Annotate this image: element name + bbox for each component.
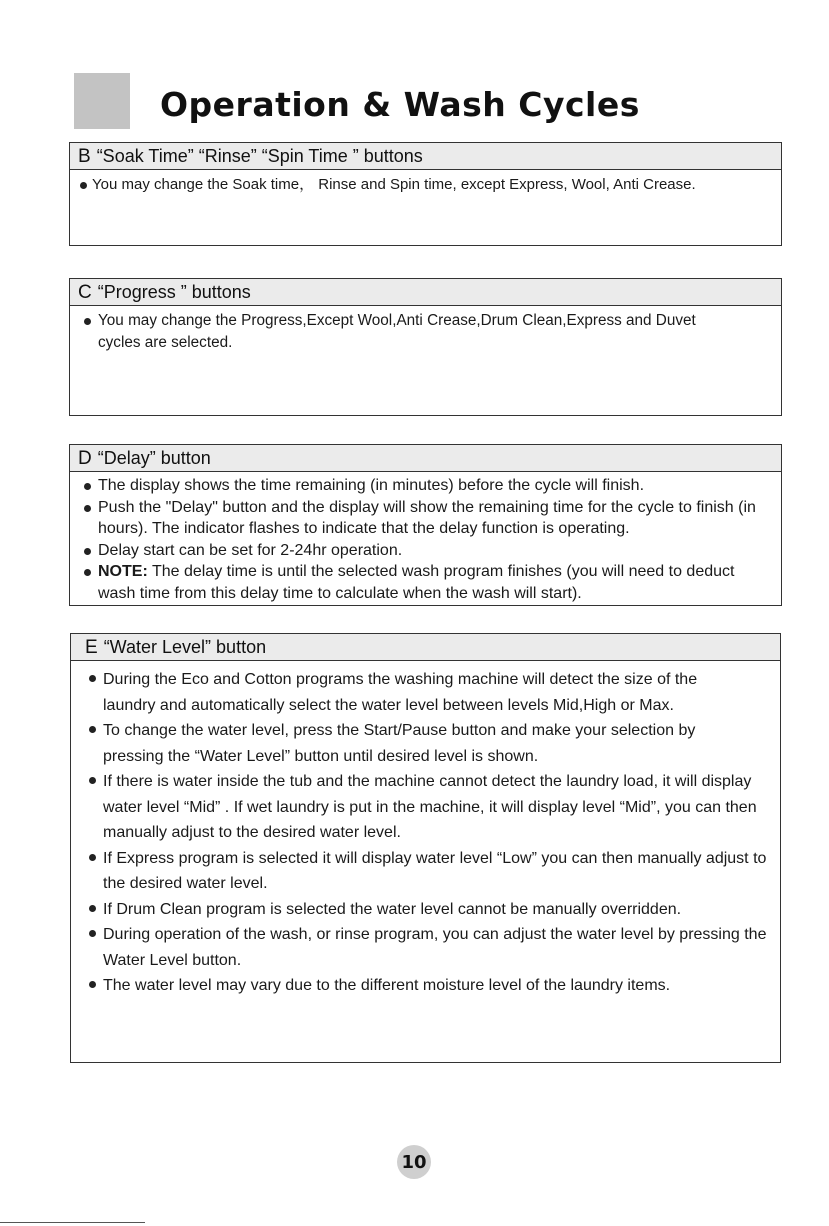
section-body: [71, 661, 780, 999]
section-header: [70, 143, 781, 170]
note-item: [80, 561, 773, 604]
section-body: [70, 472, 781, 604]
section-delay: [69, 444, 782, 606]
page-title: Operation & Wash Cycles: [160, 85, 640, 124]
section-letter: E: [85, 637, 98, 658]
section-header: [70, 279, 781, 306]
note-text: The delay time is until the selected wash program finishes (you will need to deduct wash time from this delay time to calculate when the wash will start).: [98, 563, 735, 602]
footer-rule: [0, 1222, 145, 1223]
list-item: Delay start can be set for 2-24hr operation.: [80, 540, 773, 562]
list-item: You may change the Progress,Except Wool,Anti Crease,Drum Clean,Express and Duvet cycles are selected.: [80, 310, 738, 354]
section-water-level: [70, 633, 781, 1063]
list-item: The display shows the time remaining (in minutes) before the cycle will finish.: [80, 475, 773, 497]
section-letter: D: [78, 448, 92, 469]
section-soak-rinse-spin: [69, 142, 782, 246]
list-item: Push the "Delay" button and the display will show the remaining time for the cycle to finish (in hours). The indicator flashes to indicate that the delay function is operating.: [80, 497, 773, 540]
section-body: [70, 170, 781, 196]
list-item: You may change the Soak time， Rinse and Spin time, except Express, Wool, Anti Crease.: [76, 174, 773, 196]
page-number: 10: [397, 1145, 431, 1179]
list-item: If there is water inside the tub and the machine cannot detect the laundry load, it will display water level “Mid” . If wet laundry is put in the machine, it will display level “Mid”, you can then manually adjust to the desired water level.: [85, 769, 774, 846]
title-decoration-square: [74, 73, 130, 129]
list-item: During the Eco and Cotton programs the washing machine will detect the size of the laundry and automatically select the water level between levels Mid,High or Max.: [85, 667, 753, 718]
section-body: [70, 306, 781, 354]
section-title: “Soak Time” “Rinse” “Spin Time ” buttons: [96, 146, 423, 166]
section-header: [70, 445, 781, 472]
list-item: If Express program is selected it will display water level “Low” you can then manually adjust to the desired water level.: [85, 846, 774, 897]
section-letter: C: [78, 282, 92, 303]
section-title: “Progress ” buttons: [97, 282, 251, 302]
section-letter: B: [78, 146, 91, 167]
note-label: NOTE:: [98, 563, 148, 580]
section-progress: [69, 278, 782, 416]
section-header: [71, 634, 780, 661]
list-item: The water level may vary due to the different moisture level of the laundry items.: [85, 973, 774, 999]
section-title: “Delay” button: [97, 448, 211, 468]
list-item: During operation of the wash, or rinse program, you can adjust the water level by pressing the Water Level button.: [85, 922, 774, 973]
section-title: “Water Level” button: [103, 637, 267, 657]
list-item: If Drum Clean program is selected the water level cannot be manually overridden.: [85, 897, 774, 923]
list-item: To change the water level, press the Start/Pause button and make your selection by pressing the “Water Level” button until desired level is shown.: [85, 718, 753, 769]
